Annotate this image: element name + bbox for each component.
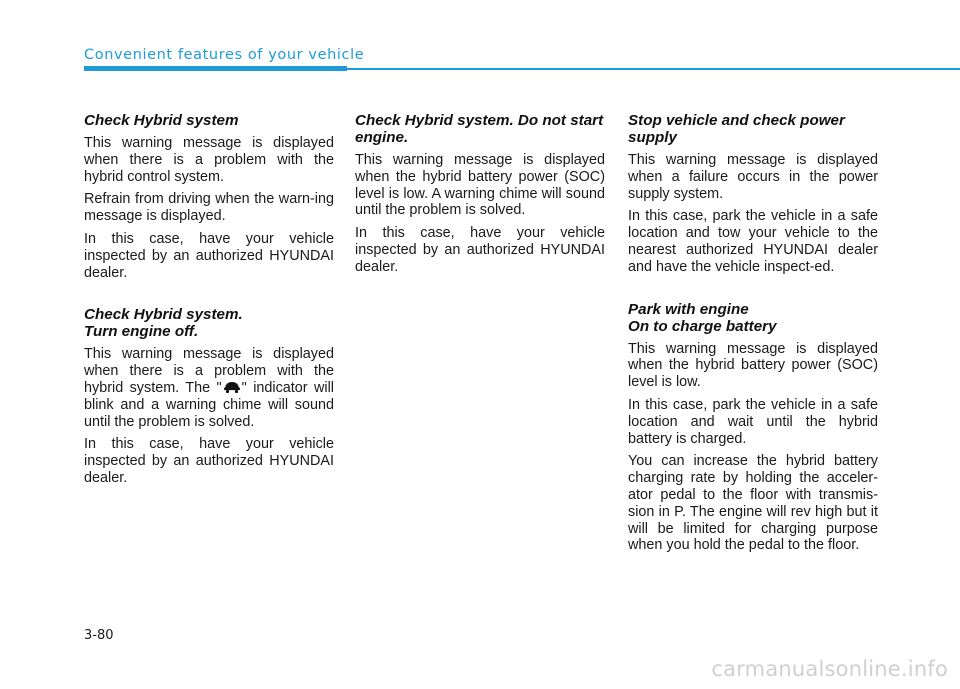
section-do-not-start-engine xyxy=(355,112,605,276)
paragraph: In this case, park the vehicle in a safe location and wait until the hybrid battery is charged. xyxy=(628,396,878,447)
section-heading xyxy=(628,112,878,146)
heading-line: Check Hybrid system. xyxy=(84,306,243,324)
section-heading xyxy=(355,112,605,146)
paragraph: This warning message is displayed when there is a problem with the hybrid control system. xyxy=(84,135,334,185)
section-heading xyxy=(84,112,334,129)
paragraph-text: This warning message is displayed when there is a problem with the hybrid system. The " xyxy=(84,346,334,396)
paragraph: In this case, have your vehicle inspected by an authorized HYUNDAI dealer. xyxy=(355,225,605,275)
heading-line: Check Hybrid system. Do not start engine. xyxy=(355,112,604,146)
heading-line: Turn engine off. xyxy=(84,323,199,341)
section-park-to-charge-battery xyxy=(628,301,878,555)
paragraph: In this case, have your vehicle inspected by an authorized HYUNDAI dealer. xyxy=(84,230,334,281)
text-column-1 xyxy=(84,112,334,512)
heading-line: Check Hybrid system xyxy=(84,112,239,129)
section-heading xyxy=(628,301,878,335)
text-column-2 xyxy=(355,112,605,301)
section-stop-vehicle-check-power xyxy=(628,112,878,276)
paragraph: This warning message is displayed when the hybrid battery power (SOC) level is low. A warning chime will sound until the problem is solved. xyxy=(355,152,605,219)
paragraph-text: " indicator will blink and a warning chime will sound until the problem is solved. xyxy=(84,379,334,430)
section-check-hybrid-turn-engine-off xyxy=(84,306,334,486)
paragraph: Refrain from driving when the warn-ing message is displayed. xyxy=(84,191,334,225)
site-watermark: carmanualsonline.info xyxy=(711,657,948,681)
paragraph: You can increase the hybrid battery charging rate by holding the acceler-ator pedal to the floor with transmis-sion in P. The engine will rev high but it will be limited for charging purpose when you hold the pedal to the floor. xyxy=(628,453,878,554)
paragraph: This warning message is displayed when the hybrid battery power (SOC) level is low. xyxy=(628,340,878,391)
paragraph: In this case, park the vehicle in a safe location and tow your vehicle to the nearest authorized HYUNDAI dealer and have the vehicle inspect-ed. xyxy=(628,208,878,275)
header-rule-accent xyxy=(84,66,347,71)
header-rule xyxy=(347,68,960,70)
paragraph-with-indicator xyxy=(84,346,334,430)
section-title: Convenient features of your vehicle xyxy=(84,47,365,63)
paragraph: This warning message is displayed when a failure occurs in the power supply system. xyxy=(628,152,878,202)
heading-line: On to charge battery xyxy=(628,317,777,335)
hybrid-warning-indicator-icon xyxy=(223,380,241,394)
heading-line: Park with engine xyxy=(628,300,749,318)
section-heading xyxy=(84,306,334,340)
paragraph: In this case, have your vehicle inspected by an authorized HYUNDAI dealer. xyxy=(84,436,334,486)
page-number: 3-80 xyxy=(84,628,114,643)
text-column-3 xyxy=(628,112,878,579)
section-check-hybrid-system xyxy=(84,112,334,281)
heading-line: Stop vehicle and check power supply xyxy=(628,112,845,146)
